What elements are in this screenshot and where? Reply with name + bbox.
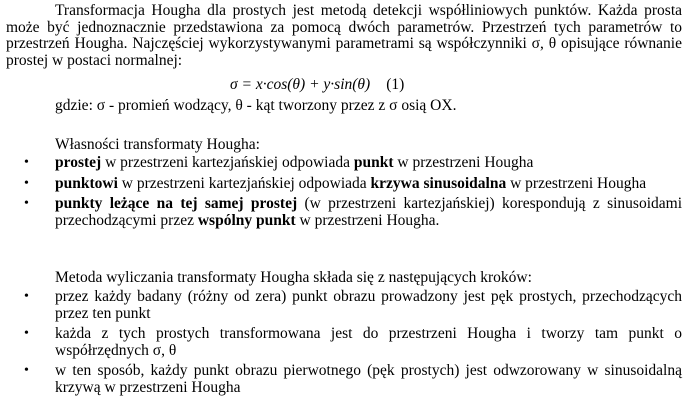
section1-heading: Własności transformaty Hougha: <box>55 136 260 153</box>
section2-heading: Metoda wyliczania transformaty Hougha składa się z następujących kroków: <box>55 269 532 286</box>
item-text-1: w przestrzeni kartezjańskiej odpowiada <box>101 154 354 171</box>
item-bold-2: wspólny punkt <box>197 211 296 229</box>
intro-line-1: Transformacja Hougha dla prostych jest metodą detekcji współliniowych punktów. Każda <box>55 2 638 19</box>
intro-paragraph <box>6 3 682 69</box>
item-text-2: w przestrzeni Hougha <box>393 154 534 171</box>
step-text: każda z tych prostych transformowana jest do przestrzeni Hougha i tworzy tam punkt o współrzędnych σ, θ <box>55 325 682 359</box>
list-item <box>0 196 682 229</box>
item-bold-2: krzywa sinusoidalna <box>370 174 507 192</box>
step-text: przez każdy badany (różny od zera) punkt obrazu prowadzony jest pęk prostych, przechodzących przez ten punkt <box>55 288 682 322</box>
item-text-1: w przestrzeni kartezjańskiej odpowiada <box>117 174 371 192</box>
intro-line-4: opisujące równanie prostej w postaci normalnej: <box>6 35 682 69</box>
bullet-icon: • <box>24 326 29 342</box>
section1-list <box>0 155 682 229</box>
equation-formula: σ = x·cos(θ) + y·sin(θ) <box>230 76 371 93</box>
item-bold-1: punkty leżące na tej samej prostej <box>55 195 298 213</box>
bullet-icon: • <box>24 175 29 191</box>
item-bold-2: punkt <box>353 154 394 171</box>
list-item <box>0 176 682 193</box>
equation-number: (1) <box>386 76 405 93</box>
item-text-2: w przestrzeni Hougha <box>506 174 647 192</box>
step-text: w ten sposób, każdy punkt obrazu pierwotnego (pęk prostych) jest odwzorowany w sinusoidalną krzywą w przestrzeni Hougha <box>55 362 682 396</box>
bullet-icon: • <box>24 363 29 379</box>
intro-line-2: prosta może być jednoznacznie przedstawiona za pomocą dwóch parametrów. Przestrzeń tych <box>6 2 683 36</box>
equation-legend: gdzie: σ - promień wodzący, θ - kąt tworzony przez z σ osią OX. <box>55 97 457 114</box>
item-text-2: w przestrzeni Hougha. <box>295 211 440 229</box>
equation <box>230 77 404 94</box>
item-text-1: (w przestrzeni kartezjańskiej) korespondują z sinusoidami przechodzącymi przez <box>55 195 682 229</box>
list-item <box>0 326 682 359</box>
list-item <box>0 363 682 396</box>
bullet-icon: • <box>24 289 29 304</box>
section2-list <box>0 289 682 397</box>
list-item <box>0 155 682 172</box>
item-bold-1: prostej <box>55 154 102 171</box>
intro-line-3: parametrów to przestrzeń Hougha. Najczęściej wykorzystywanymi parametrami są współczynniki σ, θ <box>6 18 682 53</box>
bullet-icon: • <box>24 155 29 170</box>
item-bold-1: punktowi <box>55 174 118 192</box>
list-item <box>0 289 682 322</box>
bullet-icon: • <box>24 196 29 212</box>
